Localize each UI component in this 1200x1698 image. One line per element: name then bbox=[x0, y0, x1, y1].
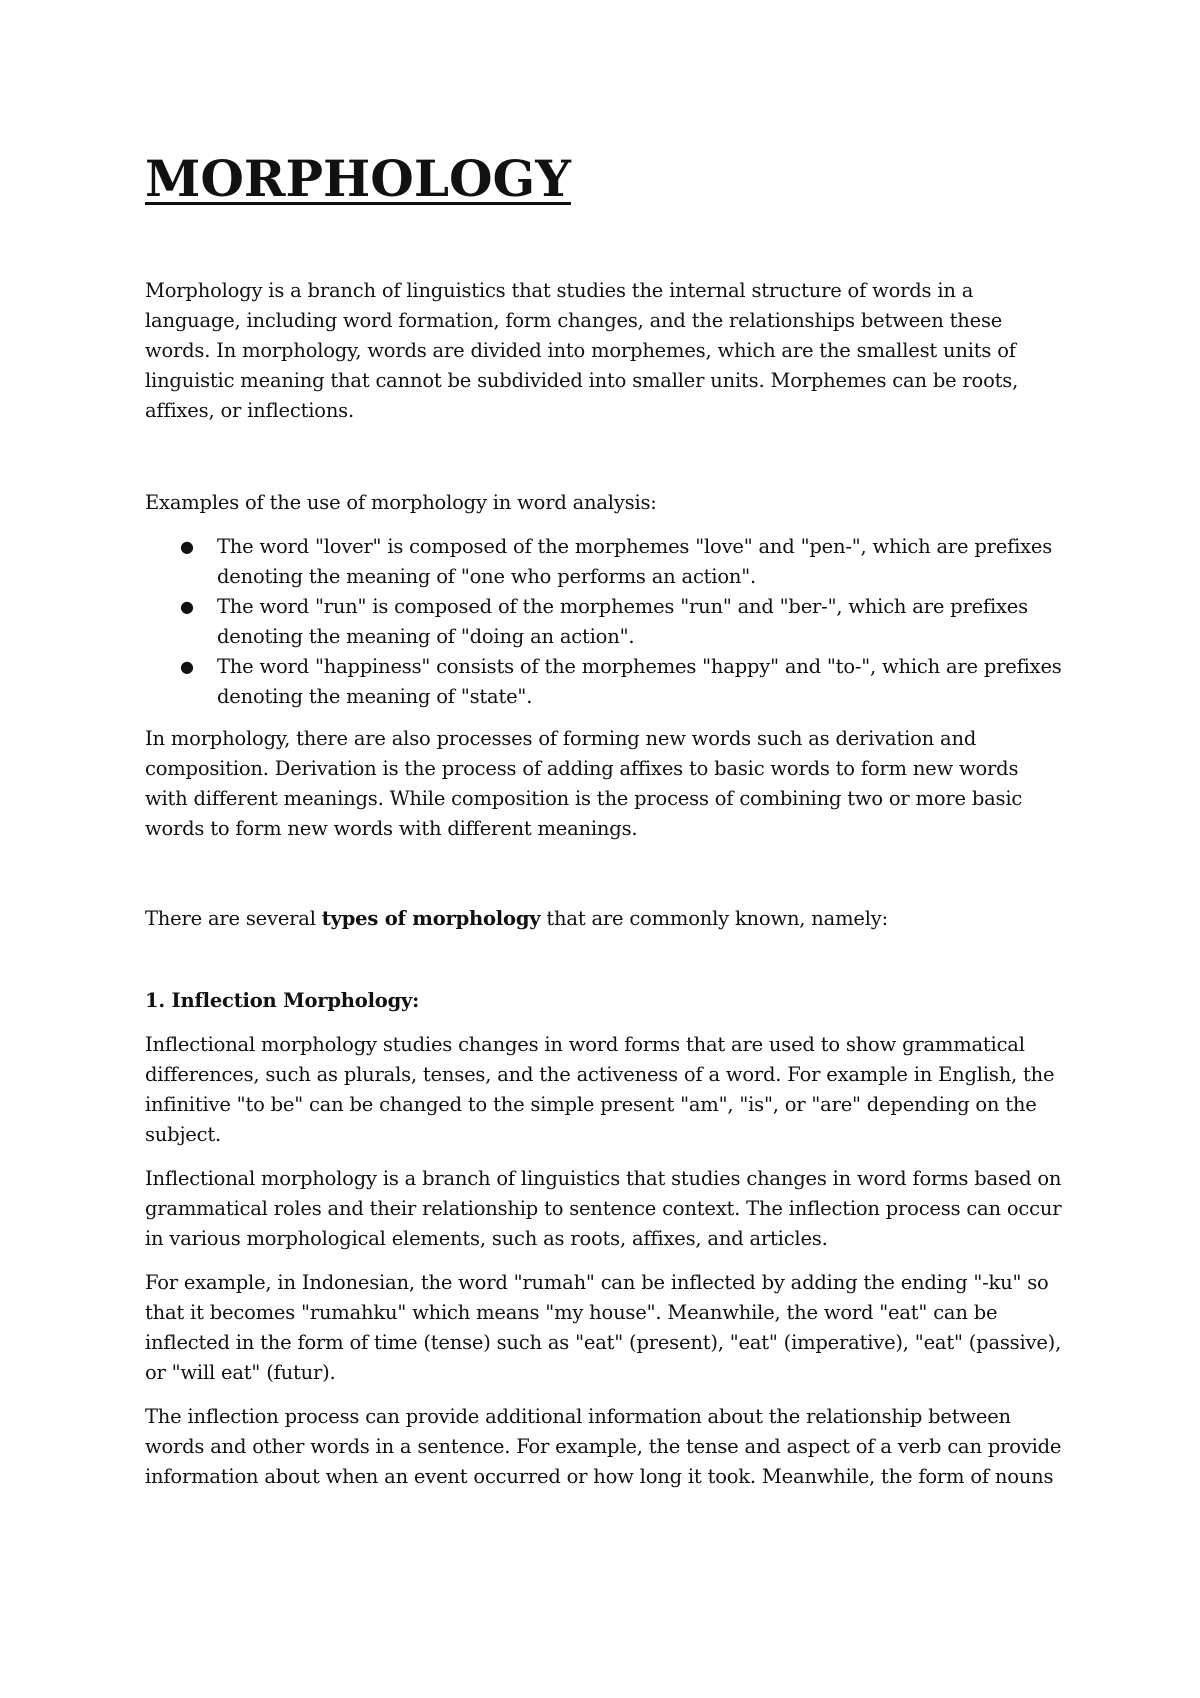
section-heading-inflection: 1. Inflection Morphology: bbox=[145, 989, 420, 1012]
list-item-text: The word "happiness" consists of the morphemes "happy" and "to-", which are prefixes denoting the meaning of "state". bbox=[217, 655, 1062, 708]
document-title: MORPHOLOGY bbox=[145, 149, 571, 208]
section-paragraph: Inflectional morphology studies changes in word forms that are used to show grammatical differences, such as plurals, tenses, and the activeness of a word. For example in English, the infinitive "to be" can be changed to the simple present "am", "is", or "are" depending on the subject. bbox=[145, 1033, 1055, 1146]
document-page bbox=[145, 150, 1065, 1506]
section-paragraph: Inflectional morphology is a branch of linguistics that studies changes in word forms based on grammatical roles and their relationship to sentence context. The inflection process can occur in various morphological elements, such as roots, affixes, and articles. bbox=[145, 1167, 1062, 1250]
derivation-paragraph: In morphology, there are also processes of forming new words such as derivation and composition. Derivation is the process of adding affixes to basic words to form new words with different meanings. While composition is the process of combining two or more basic words to form new words with different meanings. bbox=[145, 727, 1023, 840]
list-item-text: The word "run" is composed of the morphemes "run" and "ber-", which are prefixes denoting the meaning of "doing an action". bbox=[217, 595, 1028, 648]
list-item-text: The word "lover" is composed of the morphemes "love" and "pen-", which are prefixes denoting the meaning of "one who performs an action". bbox=[217, 535, 1053, 588]
bullet-icon: ● bbox=[180, 597, 194, 616]
section-paragraph: For example, in Indonesian, the word "rumah" can be inflected by adding the ending "-ku" so that it becomes "rumahku" which means "my house". Meanwhile, the word "eat" can be inflected in the form of time (tense) such as "eat" (present), "eat" (imperative), "eat" (passive), or "will eat" (futur). bbox=[145, 1271, 1062, 1384]
types-suffix: that are commonly known, namely: bbox=[540, 907, 888, 930]
list-item bbox=[180, 652, 1065, 712]
types-bold: types of morphology bbox=[321, 907, 541, 930]
intro-paragraph: Morphology is a branch of linguistics that studies the internal structure of words in a language, including word formation, form changes, and the relationships between these words. In morphology, words are divided into morphemes, which are the smallest units of linguistic meaning that cannot be subdivided into smaller units. Morphemes can be roots, affixes, or inflections. bbox=[145, 279, 1019, 422]
list-item bbox=[180, 532, 1065, 592]
examples-list bbox=[145, 532, 1065, 712]
bullet-icon: ● bbox=[180, 537, 194, 556]
types-prefix: There are several bbox=[145, 907, 322, 930]
types-paragraph bbox=[145, 904, 1065, 934]
bullet-icon: ● bbox=[180, 657, 194, 676]
examples-intro: Examples of the use of morphology in word analysis: bbox=[145, 491, 657, 514]
list-item bbox=[180, 592, 1065, 652]
section-paragraph: The inflection process can provide additional information about the relationship between words and other words in a sentence. For example, the tense and aspect of a verb can provide information about when an event occurred or how long it took. Meanwhile, the form of nouns bbox=[145, 1405, 1062, 1488]
